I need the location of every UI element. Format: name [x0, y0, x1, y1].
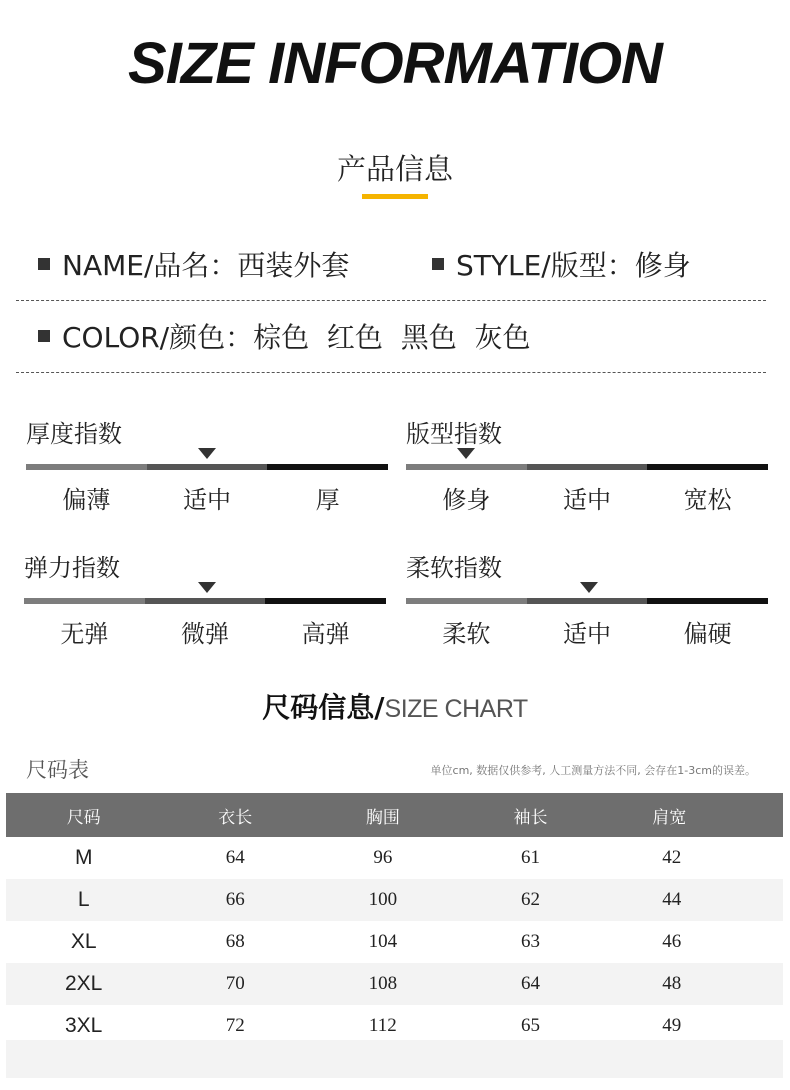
index-scale-labels: [24, 614, 386, 649]
table-cell: XL: [70, 930, 97, 953]
scale-label: 无弹: [60, 620, 109, 648]
table-cell: 46: [662, 931, 682, 952]
table-cell: 112: [368, 1015, 397, 1036]
product-name-item: [38, 244, 349, 284]
table-row: [6, 963, 783, 1005]
table-cell: L: [6, 879, 161, 921]
indicator-triangle-icon: [457, 448, 475, 459]
title-underline-accent: [362, 194, 428, 199]
square-bullet-icon: [38, 330, 50, 342]
table-cell: 72: [225, 1015, 245, 1036]
index-fit: [406, 414, 768, 524]
size-chart-heading-cn: 尺码信息/: [262, 691, 385, 724]
index-title: 厚度指数: [26, 420, 122, 448]
index-scale-labels: [406, 480, 768, 515]
index-scale-bar: [26, 464, 388, 470]
index-title: 版型指数: [406, 420, 502, 448]
product-style-text: STYLE/版型：修身: [456, 249, 691, 282]
table-cell: 64: [457, 963, 605, 1005]
indicator-triangle-icon: [198, 448, 216, 459]
table-cell: 96: [373, 847, 393, 868]
table-cell: 104: [368, 931, 398, 952]
index-softness: [406, 548, 768, 658]
table-cell: 2XL: [6, 963, 161, 1005]
table-cell: 70: [161, 963, 309, 1005]
square-bullet-icon: [432, 258, 444, 270]
index-scale-bar: [406, 464, 768, 470]
product-style-item: [432, 244, 691, 284]
table-header-row: [6, 793, 783, 837]
size-chart-heading-en: SIZE CHART: [384, 695, 528, 723]
index-title: 柔软指数: [406, 554, 502, 582]
index-elasticity: [24, 548, 386, 658]
scale-label: 柔软: [442, 620, 491, 648]
scale-label: 高弹: [301, 620, 350, 648]
table-cell: 49: [662, 1015, 682, 1036]
square-bullet-icon: [38, 258, 50, 270]
index-scale-bar: [24, 598, 386, 604]
page-title: SIZE INFORMATION: [128, 31, 662, 96]
scale-label: 修身: [442, 486, 491, 514]
product-color-item: [38, 316, 531, 356]
scale-label: 微弹: [181, 620, 229, 648]
table-cell: 65: [520, 1015, 540, 1036]
table-cell: 63: [520, 931, 540, 952]
section-title-product-info: 产品信息: [336, 152, 453, 186]
indicator-triangle-icon: [580, 582, 598, 593]
scale-label: 适中: [183, 486, 231, 514]
scale-label: 宽松: [683, 486, 732, 514]
info-row-name-style: [16, 244, 766, 301]
table-row: [6, 879, 783, 921]
column-header: 袖长: [457, 793, 605, 837]
indicator-triangle-icon: [198, 582, 216, 593]
table-cell: 100: [309, 879, 457, 921]
index-scale-labels: [26, 480, 388, 515]
table-row: [6, 837, 783, 879]
index-scale-labels: [406, 614, 768, 649]
scale-label: 厚: [315, 486, 340, 514]
table-cell: M: [74, 846, 93, 869]
info-row-color: [16, 316, 766, 373]
measurement-note: 单位cm, 数据仅供参考, 人工测量方法不同, 会存在1-3cm的误差。: [430, 764, 756, 777]
index-title: 弹力指数: [24, 554, 120, 582]
scale-label: 适中: [563, 620, 611, 648]
index-scale-bar: [406, 598, 768, 604]
table-cell: 66: [161, 879, 309, 921]
size-table: [6, 793, 783, 1047]
table-cell: 3XL: [65, 1014, 103, 1037]
table-cell: 48: [604, 963, 783, 1005]
scale-label: 偏薄: [62, 486, 111, 514]
table-cell: 62: [457, 879, 605, 921]
product-name-text: NAME/品名：西装外套: [62, 249, 350, 282]
column-header: 衣长: [161, 793, 309, 837]
table-cell: 44: [604, 879, 783, 921]
table-cell: 108: [309, 963, 457, 1005]
column-header: 肩宽: [604, 793, 783, 837]
index-thickness: [26, 414, 388, 524]
column-header: 尺码: [6, 793, 161, 837]
product-color-text: COLOR/颜色：棕色 红色 黑色 灰色: [62, 321, 531, 354]
scale-label: 偏硬: [683, 620, 732, 648]
column-header: 胸围: [309, 793, 457, 837]
table-cell: 68: [225, 931, 245, 952]
size-chart-heading: [0, 686, 790, 726]
table-cell: 64: [225, 847, 245, 868]
table-row: [6, 921, 783, 963]
table-empty-row: [6, 1040, 783, 1078]
table-cell: 61: [520, 847, 540, 868]
scale-label: 适中: [563, 486, 611, 514]
table-caption: 尺码表: [26, 758, 89, 782]
table-cell: 42: [662, 847, 682, 868]
